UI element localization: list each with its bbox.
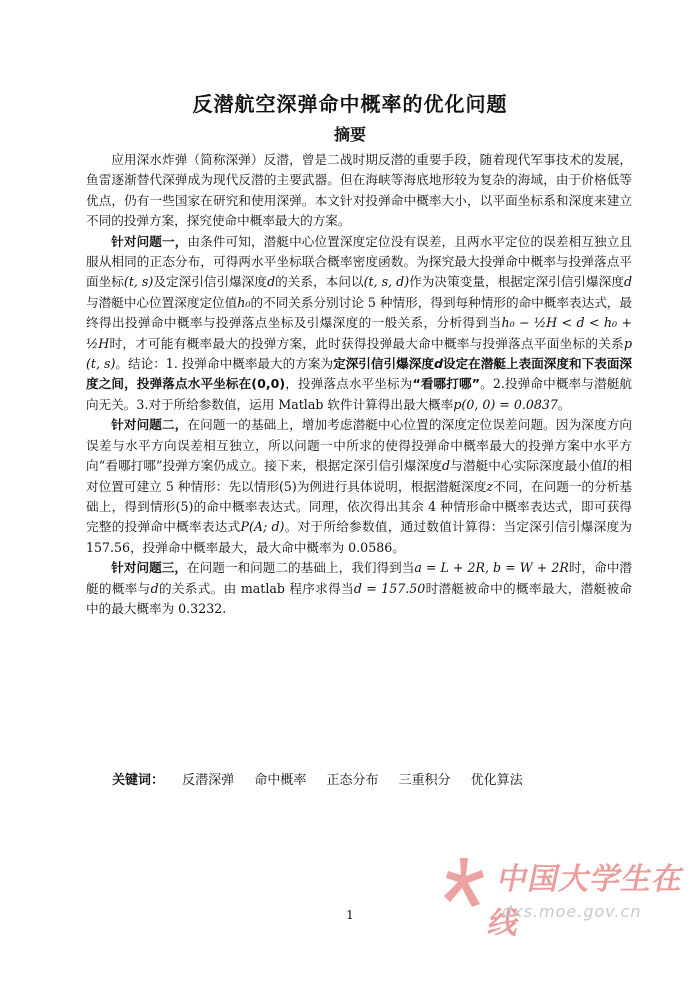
abstract-body — [86, 150, 632, 619]
text-run: 。 — [557, 396, 571, 412]
text-run: 的不同关系分别讨论 5 种情形，得到每种情形的命中概率表达式，最终得出投弹命中概率与投弹落点坐标及引爆深度的一般关系，分析得到当 — [86, 294, 633, 331]
keywords-line — [112, 769, 539, 788]
problem-3-label: 针对问题三， — [111, 560, 187, 576]
keyword: 反潜深弹 — [182, 773, 235, 788]
text-run: ，投弹落点水平坐标为 — [285, 376, 413, 392]
keyword: 正态分布 — [326, 773, 379, 788]
bold-run: 定深引信引爆深度 — [333, 356, 434, 372]
paper-title: 反潜航空深弹命中概率的优化问题 — [192, 92, 508, 116]
keywords-label: 关键词： — [112, 773, 165, 788]
watermark-url: dxs.moe.gov.cn — [502, 902, 642, 921]
page-number: 1 — [346, 908, 354, 922]
text-run: 。结论：1. 投弹命中概率最大的方案为 — [115, 356, 334, 372]
bold-run: “看哪打哪” — [412, 376, 480, 392]
text-run: 时，才可能有概率最大的投弹方案，此时获得投弹最大命中概率与投弹落点平面坐标的关系 — [109, 335, 624, 351]
text-run: 的关系式。由 matlab 程序求得当 — [158, 580, 354, 596]
text-run: 的关系，本问以 — [275, 274, 364, 290]
abstract-paragraph-problem-1 — [86, 232, 632, 416]
math-inline: h₀ — [237, 294, 251, 310]
text-run: 时潜艇被命中的概率最大，潜艇被命中的最大概率为 0.3232. — [86, 580, 632, 616]
math-inline: l — [602, 458, 607, 474]
text-run: 与潜艇中心位置深度定位值 — [86, 294, 238, 310]
abstract-paragraph-problem-2 — [86, 415, 632, 558]
text-run: 。2.投弹命中概率与潜艇航向无关。3.对于所给参数值，运用 Matlab 软件计算得出最大概率 — [86, 376, 632, 412]
abstract-heading: 摘要 — [333, 125, 366, 144]
text-run: 在问题一和问题二的基础上，我们得到当 — [186, 560, 415, 576]
math-inline: d — [442, 458, 451, 474]
text-run: 作为决策变量，根据定深引信引爆深度 — [409, 274, 624, 290]
math-inline: (t, s) — [123, 274, 154, 290]
math-inline: d — [150, 580, 159, 596]
watermark-text: 中国大学生在线 — [484, 862, 688, 941]
keyword: 命中概率 — [254, 773, 307, 788]
text-run: 。对于所给参数值，通过数值计算得：当定深引信引爆深度为 157.56，投弹命中概率最大，最大命中概率为 0.0586。 — [86, 519, 633, 555]
problem-2-label: 针对问题二， — [111, 417, 188, 433]
math-inline: d — [433, 356, 443, 372]
watermark — [442, 852, 688, 952]
keyword: 优化算法 — [470, 773, 523, 788]
math-inline: z — [486, 478, 494, 494]
text-run: 的相对位置可建立 5 种情形：先以情形(5)为例进行具体说明，根据潜艇深度 — [86, 458, 633, 494]
math-inequality: h₀ − ½H < d < h₀ + ½H — [86, 315, 632, 351]
math-inline: d = 157.50 — [353, 580, 426, 596]
text-run: 在问题一的基础上，增加考虑潜艇中心位置的深度定位误差问题。因为深度方向误差与水平方向误差相互独立，所以问题一中所求的使得投弹命中概率最大的投弹方案中水平方向“看哪打哪”投弹方案仍成立。接下来，根据定深引信引爆深度 — [86, 417, 633, 474]
text-run: 与潜艇中心实际深度最小值 — [450, 458, 603, 474]
abstract-paragraph-problem-3 — [86, 558, 632, 619]
math-inline: a = L + 2R, b = W + 2R — [414, 560, 569, 576]
math-inline: (t, s, d) — [363, 274, 410, 290]
math-inline: p(t, s) — [86, 335, 632, 372]
math-inline: d — [623, 274, 633, 290]
abstract-paragraph-intro: 应用深水炸弹（简称深弹）反潜，曾是二战时期反潜的重要手段，随着现代军事技术的发展，鱼雷逐渐替代深弹成为现代反潜的主要武器。但在海峡等海底地形较为复杂的海域，由于价格低等优点，仍有一些国家在研究和使用深弹。本文针对投弹命中概率大小，以平面坐标系和深度来建立不同的投弹方案，探究使命中概率最大的方案。 — [86, 152, 632, 229]
text-run: 不同，在问题一的分析基础上，得到情形(5)的命中概率表达式。同理，依次得出其余 4 种情形命中概率表达式，即可获得完整的投弹命中概率表达式 — [86, 478, 633, 535]
math-inline: p(0, 0) = 0.0837 — [453, 396, 558, 412]
keyword: 三重积分 — [398, 773, 451, 788]
math-inline: P(A; d) — [240, 519, 285, 535]
bold-run: 设定在潜艇上表面深度和下表面深度之间，投弹落点水平坐标在(0,0) — [86, 356, 633, 392]
text-run: 由条件可知，潜艇中心位置深度定位没有误差，且两水平定位的误差相互独立且服从相同的正态分布，可得两水平坐标联合概率密度函数。为探究最大投弹命中概率与投弹落点平面坐标 — [86, 233, 633, 290]
problem-1-label: 针对问题一， — [111, 233, 188, 249]
text-run: 及定深引信引爆深度 — [153, 274, 268, 290]
math-inline: d — [267, 274, 276, 290]
text-run: 时，命中潜艇的概率与 — [86, 560, 633, 596]
